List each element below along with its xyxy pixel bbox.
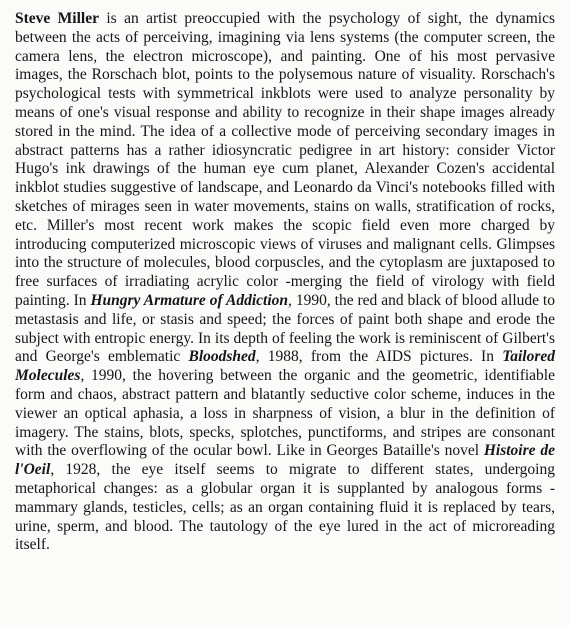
artwork-title: Hungry Armature of Addiction xyxy=(90,291,289,309)
text-run: , 1990, the red and black of blood allude to metastasis and life, or stasis and speed; the forces of paint both shape and erode the subject with entropic energy. In its depth of feeling the work is reminiscent of Gilbert's and George's emblematic xyxy=(15,291,555,366)
body-paragraph xyxy=(15,10,555,555)
artwork-title: Tailored Molecules xyxy=(15,348,556,385)
text-run: , 1928, the eye itself seems to migrate to different states, undergoing metaphorical changes: as a globular organ it is supplanted by analogous forms -mammary glands, testicles, cells; as an organ containing fluid it is replaced by tears, urine, sperm, and blood. The tautology of the eye lured in the act of microreading itself. xyxy=(15,461,555,554)
novel-title: Histoire de l'Oeil xyxy=(15,442,555,479)
text-run: , 1990, the hovering between the organic and the geometric, identifiable form and chaos, abstract pattern and blatantly seductive color scheme, induces in the viewer an optical aphasia, a loss in sharpness of vision, a blur in the definition of imagery. The stains, blots, specks, splotches, punctiforms, and stripes are consonant with the overflowing of the ocular bowl. Like in Georges Bataille's novel xyxy=(15,367,555,460)
text-run: is an artist preoccupied with the psychology of sight, the dynamics between the acts of perceiving, imagining via lens systems (the computer screen, the camera lens, the electron microscope), and painting. One of his most pervasive images, the Rorschach blot, points to the polysemous nature of visuality. Rorschach's psychological tests with symmetrical inkblots were used to analyze personality by means of one's visual response and ability to recognize in their shape images already stored in the mind. The idea of a collective mode of perceiving secondary images in abstract patterns has a rather idiosyncratic pedigree in art history: consider Victor Hugo's ink drawings of the human eye cum planet, Alexander Cozen's accidental inkblot studies suggestive of landscape, and Leonardo da Vinci's notebooks filled with sketches of mirages seen in water movements, stains on walls, stratification of rocks, etc. Miller's most recent work makes the scopic field even more charged by introducing computerized microscopic views of viruses and malignant cells. Glimpses into the structure of molecules, blood corpuscles, and the cytoplasm are juxtaposed to free surfaces of irradiating acrylic color -merging the field of virology with field painting. In xyxy=(15,10,555,309)
artwork-title: Bloodshed xyxy=(188,348,256,366)
text-run: , 1988, from the AIDS pictures. In xyxy=(255,348,503,366)
artist-name: Steve Miller xyxy=(15,10,99,27)
